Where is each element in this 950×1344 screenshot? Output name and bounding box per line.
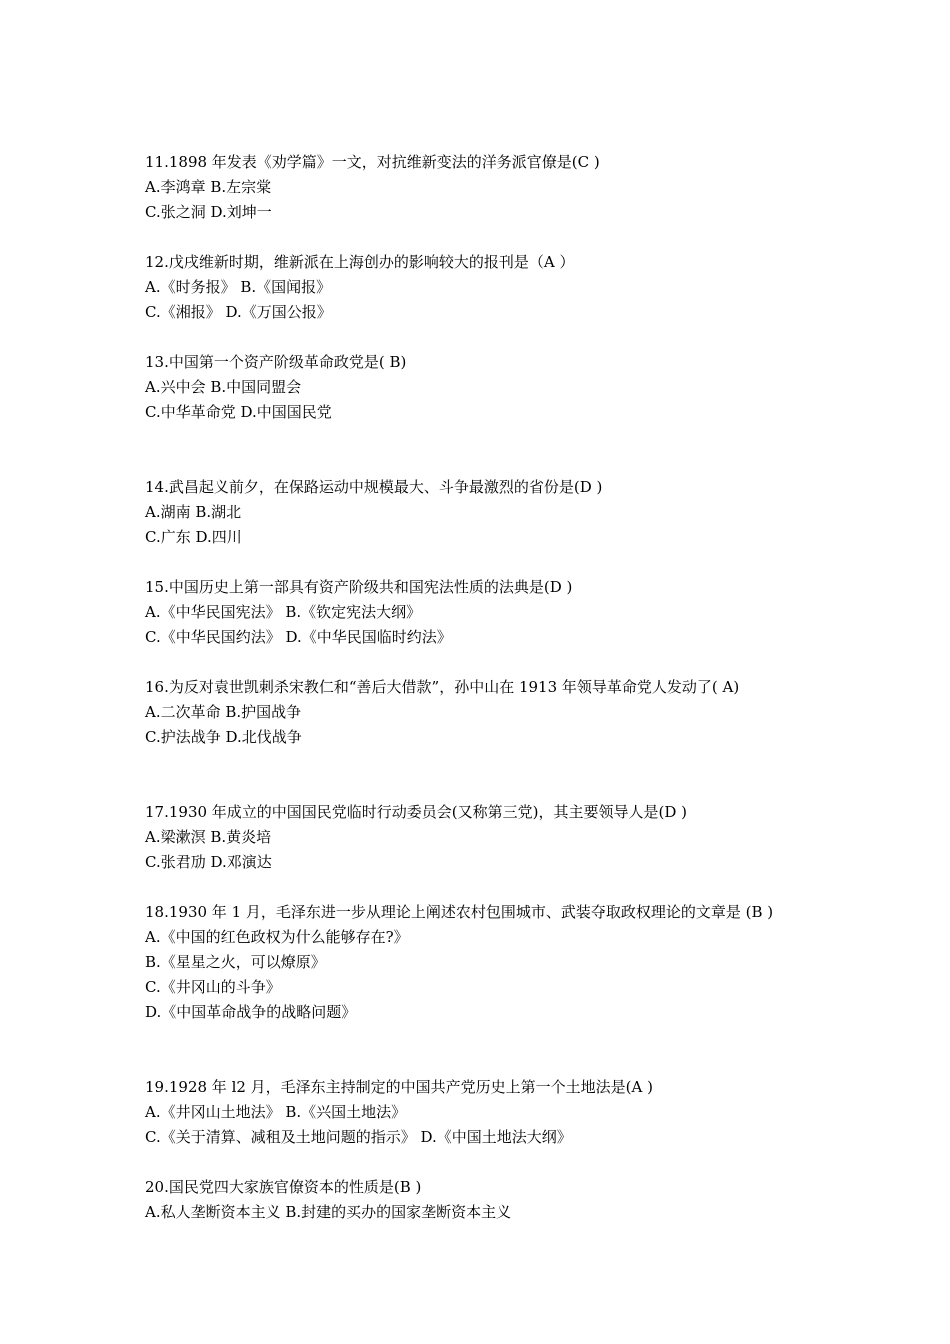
question-options: C.中华革命党 D.中国国民党 — [145, 403, 332, 421]
question-options: A.二次革命 B.护国战争 — [145, 703, 302, 721]
question-stem: 16.为反对袁世凯刺杀宋教仁和“善后大借款”，孙中山在 1913 年领导革命党人发动了( A) — [145, 678, 740, 696]
question-stem: 18.1930 年 1 月，毛泽东进一步从理论上阐述农村包围城市、武装夺取政权理论的文章是 (B ) — [145, 903, 774, 921]
blank-line — [145, 1025, 845, 1075]
blank-line — [145, 550, 845, 575]
question-options: A.李鸿章 B.左宗棠 — [145, 178, 272, 196]
question-options: D.《中国革命战争的战略问题》 — [145, 1003, 357, 1021]
question-options: C.《关于清算、减租及土地问题的指示》 D.《中国土地法大纲》 — [145, 1128, 572, 1146]
question-options: A.《中华民国宪法》 B.《钦定宪法大纲》 — [145, 603, 422, 621]
question-options: C.张之洞 D.刘坤一 — [145, 203, 272, 221]
question-13 — [145, 350, 845, 425]
question-stem: 20.国民党四大家族官僚资本的性质是(B ) — [145, 1178, 422, 1196]
question-options: A.《时务报》 B.《国闻报》 — [145, 278, 332, 296]
question-options: C.《中华民国约法》 D.《中华民国临时约法》 — [145, 628, 452, 646]
question-options: C.广东 D.四川 — [145, 528, 242, 546]
blank-line — [145, 750, 845, 800]
question-20 — [145, 1175, 845, 1225]
question-options: B.《星星之火，可以燎原》 — [145, 953, 326, 971]
question-options: C.《井冈山的斗争》 — [145, 978, 281, 996]
question-options: A.《中国的红色政权为什么能够存在?》 — [145, 928, 409, 946]
question-19 — [145, 1075, 845, 1150]
question-12 — [145, 250, 845, 325]
question-options: A.湖南 B.湖北 — [145, 503, 242, 521]
question-list — [145, 150, 845, 1225]
blank-line — [145, 875, 845, 900]
blank-line — [145, 1150, 845, 1175]
blank-line — [145, 650, 845, 675]
question-stem: 13.中国第一个资产阶级革命政党是( B) — [145, 353, 407, 371]
question-15 — [145, 575, 845, 650]
blank-line — [145, 425, 845, 475]
question-stem: 19.1928 年 l2 月，毛泽东主持制定的中国共产党历史上第一个土地法是(A ) — [145, 1078, 653, 1096]
question-17 — [145, 800, 845, 875]
blank-line — [145, 225, 845, 250]
blank-line — [145, 325, 845, 350]
question-stem: 14.武昌起义前夕，在保路运动中规模最大、斗争最激烈的省份是(D ) — [145, 478, 603, 496]
question-options: A.《井冈山土地法》 B.《兴国土地法》 — [145, 1103, 407, 1121]
question-stem: 15.中国历史上第一部具有资产阶级共和国宪法性质的法典是(D ) — [145, 578, 573, 596]
question-options: C.护法战争 D.北伐战争 — [145, 728, 302, 746]
question-stem: 17.1930 年成立的中国国民党临时行动委员会(又称第三党)，其主要领导人是(D ) — [145, 803, 688, 821]
question-11 — [145, 150, 845, 225]
question-stem: 11.1898 年发表《劝学篇》一文，对抗维新变法的洋务派官僚是(C ) — [145, 153, 600, 171]
question-options: A.兴中会 B.中国同盟会 — [145, 378, 302, 396]
question-stem: 12.戊戌维新时期，维新派在上海创办的影响较大的报刊是（A ） — [145, 253, 575, 271]
question-14 — [145, 475, 845, 550]
question-16 — [145, 675, 845, 750]
question-options: C.《湘报》 D.《万国公报》 — [145, 303, 332, 321]
question-options: A.私人垄断资本主义 B.封建的买办的国家垄断资本主义 — [145, 1203, 512, 1221]
question-options: A.梁漱溟 B.黄炎培 — [145, 828, 272, 846]
question-18 — [145, 900, 845, 1025]
question-options: C.张君劢 D.邓演达 — [145, 853, 272, 871]
